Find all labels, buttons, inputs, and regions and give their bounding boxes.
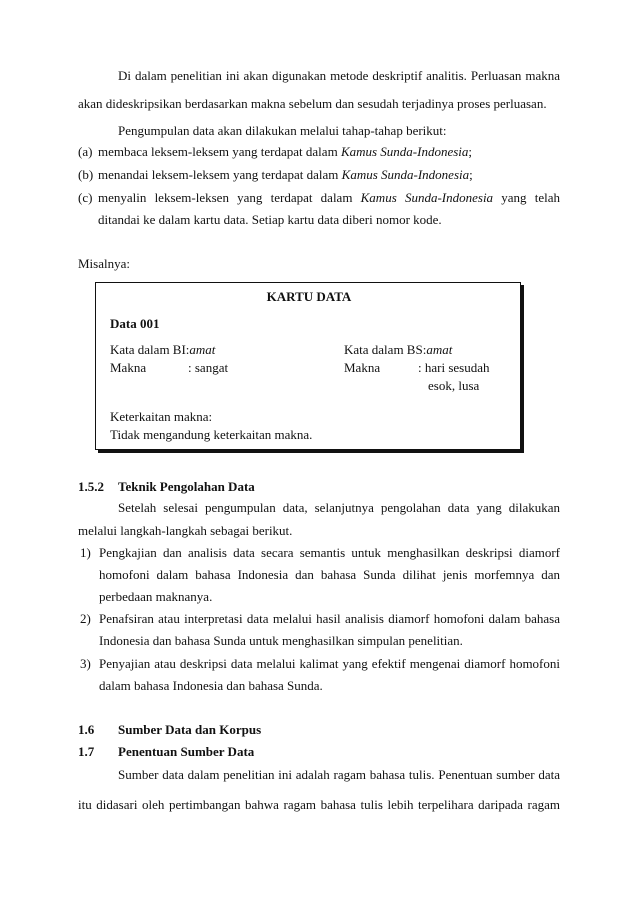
list-label: 3): [80, 656, 91, 671]
list-label: (a): [78, 144, 93, 159]
list-label: (b): [78, 167, 94, 182]
section-title: Teknik Pengolahan Data: [118, 479, 255, 494]
list-item: membaca leksem-leksem yang terdapat dalam Kamus Sunda-Indonesia;: [98, 144, 473, 159]
list-label: (c): [78, 190, 93, 205]
section-number: 1.6: [78, 722, 95, 737]
paragraph-line: Sumber data dalam penelitian ini adalah ragam bahasa tulis. Penentuan sumber data: [118, 767, 560, 782]
section-title: Penentuan Sumber Data: [118, 744, 255, 759]
paragraph-line: itu didasari oleh pertimbangan bahwa ragam bahasa tulis lebih terpelihara daripada ragam: [78, 797, 560, 812]
card-keterkaitan-value: Tidak mengandung keterkaitan makna.: [110, 427, 313, 442]
list-item: menyalin leksem-leksen yang terdapat dalam Kamus Sunda-Indonesia yang telah: [98, 190, 560, 205]
list-item: Pengkajian dan analisis data secara semantis untuk menghasilkan deskripsi diamorf: [99, 545, 560, 560]
list-label: 2): [80, 611, 91, 626]
card-makna-value-left: : sangat: [188, 360, 229, 375]
section-number: 1.5.2: [78, 479, 104, 494]
list-item: perbedaan maknanya.: [99, 589, 213, 604]
card-bs-word: Kata dalam BS:amat: [344, 342, 453, 357]
paragraph-line: akan dideskripsikan berdasarkan makna sebelum dan sesudah terjadinya proses perluasan.: [78, 96, 547, 111]
paragraph-line: Setelah selesai pengumpulan data, selanjutnya pengolahan data yang dilakukan: [118, 500, 560, 515]
list-item-continuation: ditandai ke dalam kartu data. Setiap kartu data diberi nomor kode.: [98, 212, 442, 227]
card-bi-word: Kata dalam BI:amat: [110, 342, 216, 357]
card-data-number: Data 001: [110, 316, 160, 331]
card-makna-label-right: Makna: [344, 360, 381, 375]
paragraph-line: Di dalam penelitian ini akan digunakan metode deskriptif analitis. Perluasan makna: [118, 68, 560, 83]
card-makna-label-left: Makna: [110, 360, 147, 375]
list-item: menandai leksem-leksem yang terdapat dalam Kamus Sunda-Indonesia;: [98, 167, 473, 182]
list-item: Penyajian atau deskripsi data melalui kalimat yang efektif mengenai diamorf homofoni: [99, 656, 560, 671]
paragraph-line: Pengumpulan data akan dilakukan melalui tahap-tahap berikut:: [118, 123, 447, 138]
list-item: dalam bahasa Indonesia dan bahasa Sunda.: [99, 678, 323, 693]
card-makna-value-right: : hari sesudah: [418, 360, 490, 375]
list-label: 1): [80, 545, 91, 560]
data-card: [95, 282, 521, 450]
example-label: Misalnya:: [78, 256, 130, 271]
card-title: KARTU DATA: [266, 289, 352, 304]
section-number: 1.7: [78, 744, 95, 759]
list-item: homofoni dalam bahasa Indonesia dan bahasa Sunda dilihat jenis morfemnya dan: [99, 567, 560, 582]
paragraph-line: melalui langkah-langkah sebagai berikut.: [78, 523, 293, 538]
list-item: Indonesia dan bahasa Sunda untuk menghasilkan simpulan penelitian.: [99, 633, 463, 648]
list-item: Penafsiran atau interpretasi data melalui hasil analisis diamorf homofoni dalam bahasa: [99, 611, 560, 626]
card-keterkaitan-label: Keterkaitan makna:: [110, 409, 213, 424]
card-makna-value-right-cont: esok, lusa: [428, 378, 480, 393]
section-title: Sumber Data dan Korpus: [118, 722, 262, 737]
